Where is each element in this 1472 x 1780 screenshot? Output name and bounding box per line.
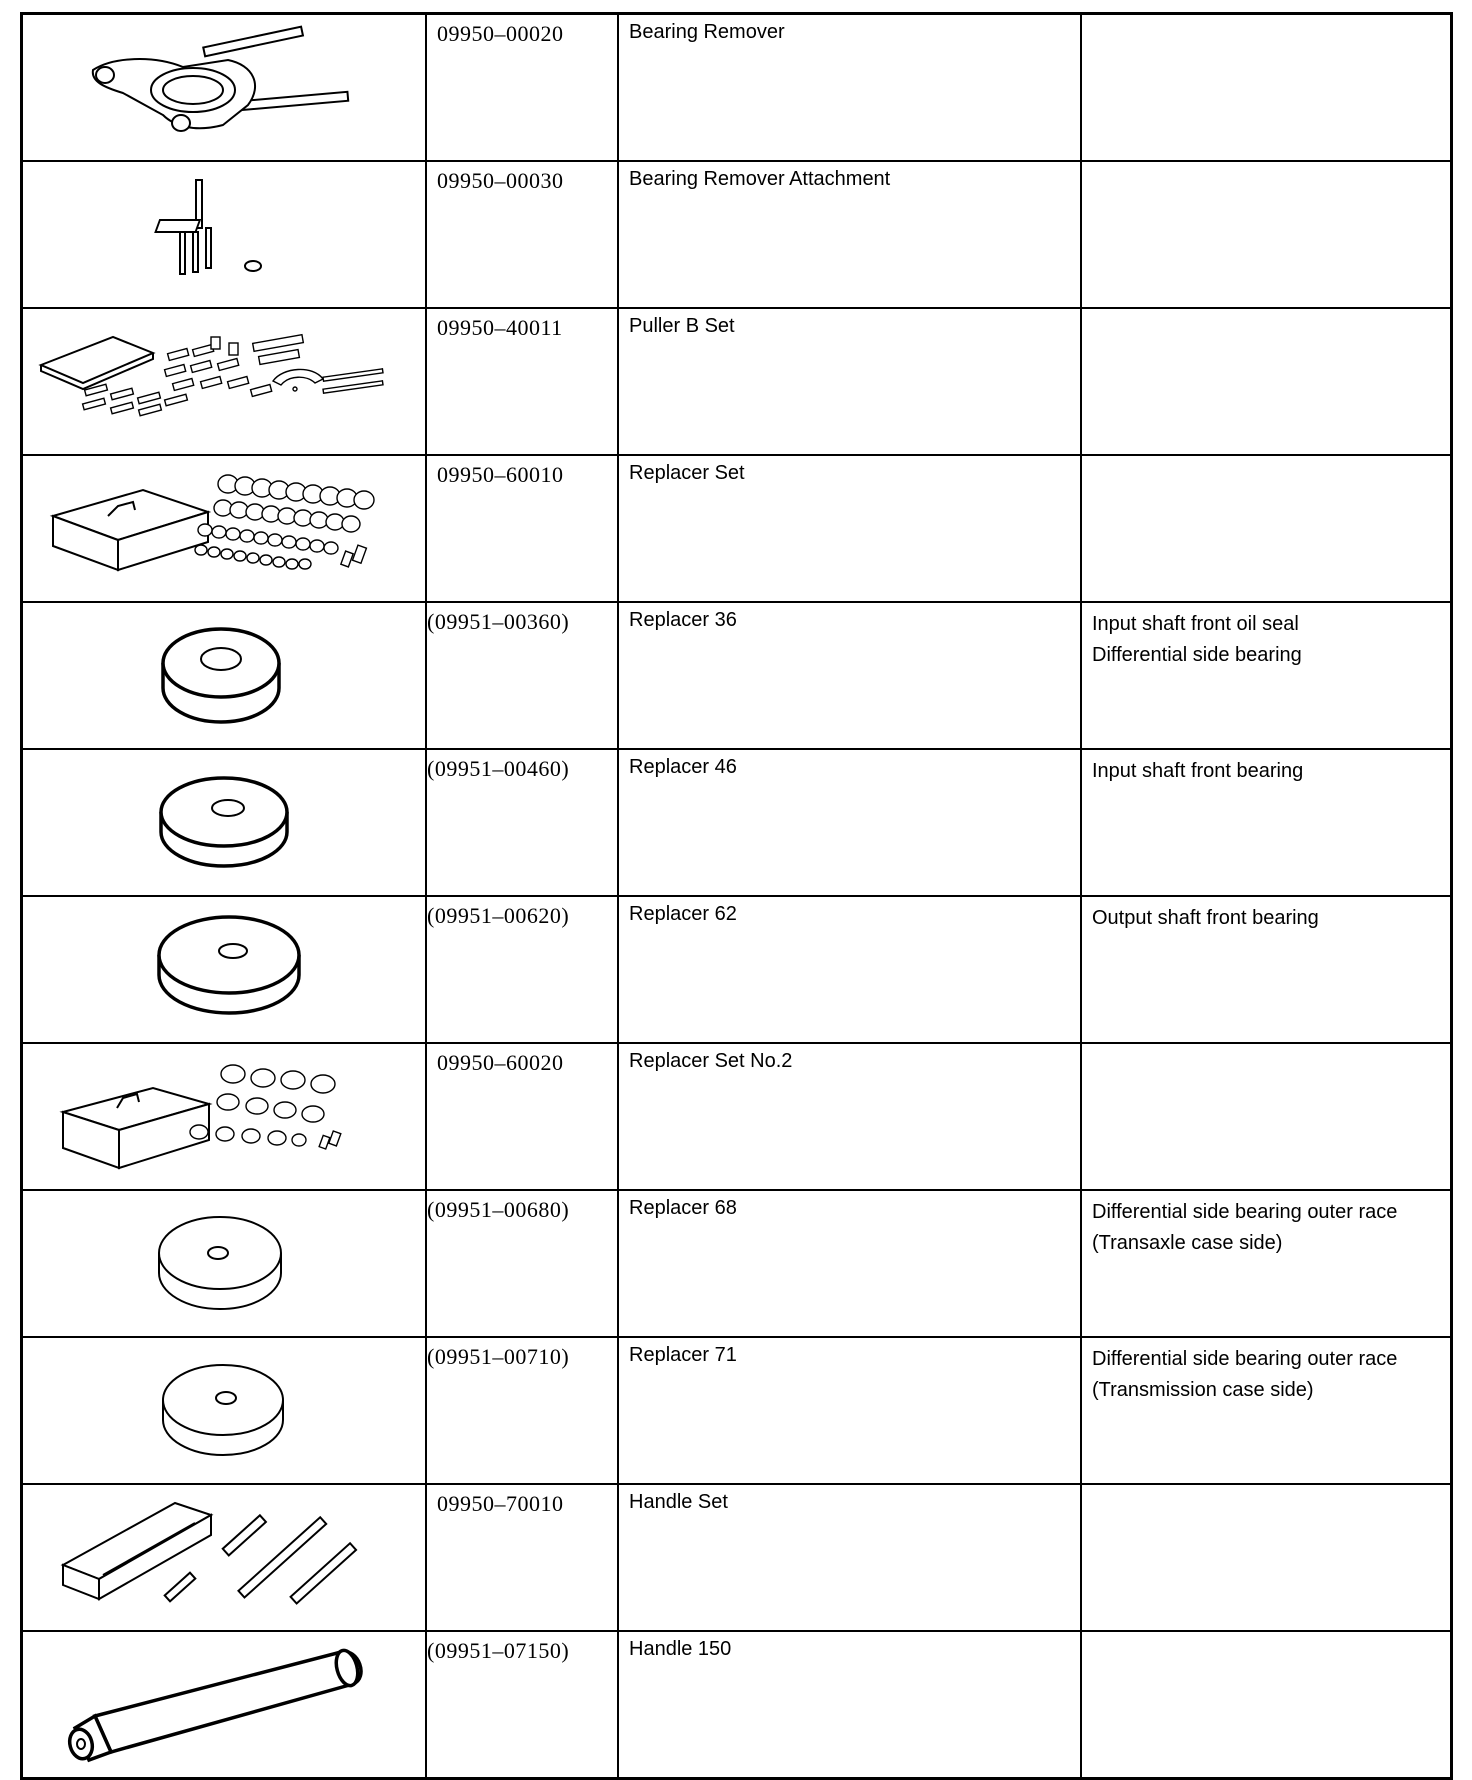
tool-usage (1081, 455, 1452, 602)
tool-name: Replacer Set No.2 (618, 1043, 1081, 1190)
tool-image-cell (22, 308, 427, 455)
usage-line: (Transmission case side) (1092, 1379, 1314, 1401)
replacer-disc-illustration (23, 603, 425, 742)
replacer-set-illustration (23, 456, 425, 595)
tool-usage (1081, 1043, 1452, 1190)
usage-line: Input shaft front bearing (1092, 760, 1304, 782)
tool-usage (1081, 308, 1452, 455)
tool-image-cell (22, 1484, 427, 1631)
tool-name: Bearing Remover (618, 14, 1081, 162)
table-row (22, 1190, 1452, 1337)
replacer-disc-illustration (23, 750, 425, 889)
tool-usage (1081, 896, 1452, 1043)
table-row (22, 749, 1452, 896)
table-row (22, 161, 1452, 308)
tool-name: Replacer 71 (618, 1337, 1081, 1484)
tool-name: Replacer 68 (618, 1190, 1081, 1337)
tool-image-cell (22, 749, 427, 896)
table-row (22, 602, 1452, 749)
usage-line: Output shaft front bearing (1092, 907, 1319, 929)
tool-name: Replacer 62 (618, 896, 1081, 1043)
handle-illustration (23, 1632, 425, 1771)
table-row (22, 455, 1452, 602)
replacer-disc-illustration (23, 1191, 425, 1330)
part-number: (09951–07150) (426, 1631, 618, 1779)
table-row (22, 1484, 1452, 1631)
table-row (22, 1337, 1452, 1484)
tool-name: Replacer 46 (618, 749, 1081, 896)
tool-name: Replacer 36 (618, 602, 1081, 749)
special-tools-table (20, 12, 1453, 1780)
tool-name: Handle Set (618, 1484, 1081, 1631)
tool-image-cell (22, 896, 427, 1043)
tool-image-cell (22, 455, 427, 602)
usage-line: Input shaft front oil seal (1092, 613, 1299, 635)
tool-name: Replacer Set (618, 455, 1081, 602)
replacer-disc-illustration (23, 897, 425, 1036)
replacer-disc-illustration (23, 1338, 425, 1477)
tool-usage (1081, 1484, 1452, 1631)
part-number: (09951–00680) (426, 1190, 618, 1337)
part-number: (09951–00620) (426, 896, 618, 1043)
tool-name: Puller B Set (618, 308, 1081, 455)
table-row (22, 14, 1452, 162)
usage-line: Differential side bearing outer race (1092, 1348, 1398, 1370)
bearing-remover-illustration (23, 15, 425, 154)
tool-usage (1081, 1631, 1452, 1779)
tool-image-cell (22, 14, 427, 162)
table-row (22, 1043, 1452, 1190)
part-number: (09951–00710) (426, 1337, 618, 1484)
part-number: 09950–40011 (426, 308, 618, 455)
handle-set-illustration (23, 1485, 425, 1624)
tool-usage (1081, 14, 1452, 162)
part-number: 09950–70010 (426, 1484, 618, 1631)
part-number: 09950–00030 (426, 161, 618, 308)
tool-name: Bearing Remover Attachment (618, 161, 1081, 308)
tool-image-cell (22, 1337, 427, 1484)
tool-image-cell (22, 1043, 427, 1190)
part-number: 09950–60020 (426, 1043, 618, 1190)
usage-line: Differential side bearing outer race (1092, 1201, 1398, 1223)
tool-image-cell (22, 1190, 427, 1337)
tool-name: Handle 150 (618, 1631, 1081, 1779)
tool-usage (1081, 602, 1452, 749)
tool-image-cell (22, 602, 427, 749)
part-number: 09950–00020 (426, 14, 618, 162)
tool-usage (1081, 1337, 1452, 1484)
part-number: (09951–00460) (426, 749, 618, 896)
table-row (22, 896, 1452, 1043)
tool-usage (1081, 749, 1452, 896)
replacer-set-no2-illustration (23, 1044, 425, 1183)
table-row (22, 1631, 1452, 1779)
tool-image-cell (22, 1631, 427, 1779)
tool-usage (1081, 1190, 1452, 1337)
usage-line: Differential side bearing (1092, 644, 1302, 666)
tool-usage (1081, 161, 1452, 308)
bearing-remover-attachment-illustration (23, 162, 425, 301)
part-number: 09950–60010 (426, 455, 618, 602)
part-number: (09951–00360) (426, 602, 618, 749)
table-row (22, 308, 1452, 455)
usage-line: (Transaxle case side) (1092, 1232, 1283, 1254)
tool-image-cell (22, 161, 427, 308)
puller-set-illustration (23, 309, 425, 448)
